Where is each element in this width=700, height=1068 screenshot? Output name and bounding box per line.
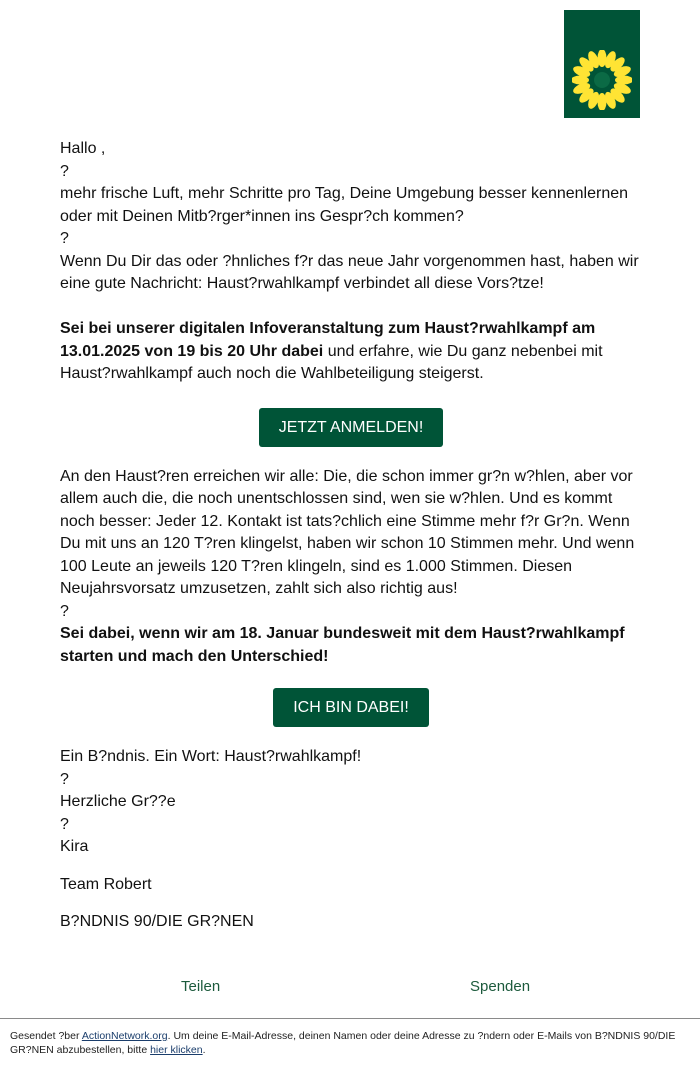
donate-link[interactable]: Spenden <box>470 978 531 995</box>
party-name: B?NDNIS 90/DIE GR?NEN <box>60 913 254 930</box>
body-text-line: Haust?rwahlkampf auch noch die Wahlbeteiligung steigerst. <box>60 365 484 382</box>
spacer-text: ? <box>60 162 69 180</box>
sunflower-icon <box>572 50 632 110</box>
footer-links <box>0 978 700 1000</box>
body-text-line: eine gute Nachricht: Haust?rwahlkampf verbindet all diese Vors?tze! <box>60 275 544 292</box>
event-highlight: 13.01.2025 von 19 bis 20 Uhr dabei und erfahre, wie Du ganz nebenbei mit <box>60 342 603 360</box>
unsubscribe-link[interactable]: hier klicken <box>150 1044 203 1056</box>
spacer-text: ? <box>60 770 69 788</box>
actionnetwork-link[interactable]: ActionNetwork.org <box>81 1030 168 1042</box>
share-link[interactable]: Teilen <box>181 978 221 995</box>
body-text-line: 100 Leute an jeweils 120 T?ren klingeln, sind es 1.000 Stimmen. Diesen <box>60 557 573 575</box>
campaign-highlight: Sei dabei, wenn wir am 18. Januar bundesweit mit dem Haust?rwahlkampf <box>60 625 625 642</box>
regards: Herzliche Gr??e <box>60 793 176 810</box>
intro-text-line: mehr frische Luft, mehr Schritte pro Tag, Deine Umgebung besser kennenlernen <box>60 185 629 202</box>
party-logo <box>564 10 640 118</box>
spacer-text: ? <box>60 815 69 833</box>
register-button[interactable]: JETZT ANMELDEN! <box>259 408 444 447</box>
footer-divider <box>0 1018 700 1019</box>
body-text-line: noch besser: Jeder 12. Kontakt ist tats?chlich eine Stimme mehr f?r Gr?n. Wenn <box>60 512 630 530</box>
signer-name: Kira <box>60 838 89 855</box>
greeting: Hallo , <box>60 140 106 157</box>
campaign-highlight: starten und mach den Unterschied! <box>60 647 329 665</box>
body-text-line: allem auch die, die noch unentschlossen sind, wen sie w?hlen. Und es kommt <box>60 490 613 507</box>
spacer-text: ? <box>60 602 69 620</box>
closing-line: Ein B?ndnis. Ein Wort: Haust?rwahlkampf! <box>60 748 362 765</box>
body-text-line: Du mit uns an 120 T?ren klingelst, haben wir schon 10 Stimmen mehr. Und wenn <box>60 535 635 552</box>
body-text-line: Neujahrsvorsatz umzusetzen, zahlt sich also richtig aus! <box>60 580 458 597</box>
legal-notice: Gesendet ?ber ActionNetwork.org. Um deine E-Mail-Adresse, deinen Namen oder deine Adresse zu ?ndern oder E-Mails von B?NDNIS 90/DIE GR?NEN abzubestellen, bitte hier klicken. <box>10 1030 676 1056</box>
body-text-line: An den Haust?ren erreichen wir alle: Die, die schon immer gr?n w?hlen, aber vor <box>60 467 633 485</box>
email-body <box>60 138 642 934</box>
event-date: 13.01.2025 von 19 bis 20 Uhr dabei <box>60 342 324 360</box>
intro-text-line: oder mit Deinen Mitb?rger*innen ins Gespr?ch kommen? <box>60 207 464 225</box>
event-highlight: Sei bei unserer digitalen Infoveranstaltung zum Haust?rwahlkampf am <box>60 320 596 337</box>
body-text-line: Wenn Du Dir das oder ?hnliches f?r das neue Jahr vorgenommen hast, haben wir <box>60 252 639 270</box>
team-name: Team Robert <box>60 875 152 893</box>
join-button[interactable]: ICH BIN DABEI! <box>273 688 429 727</box>
spacer-text: ? <box>60 230 69 247</box>
